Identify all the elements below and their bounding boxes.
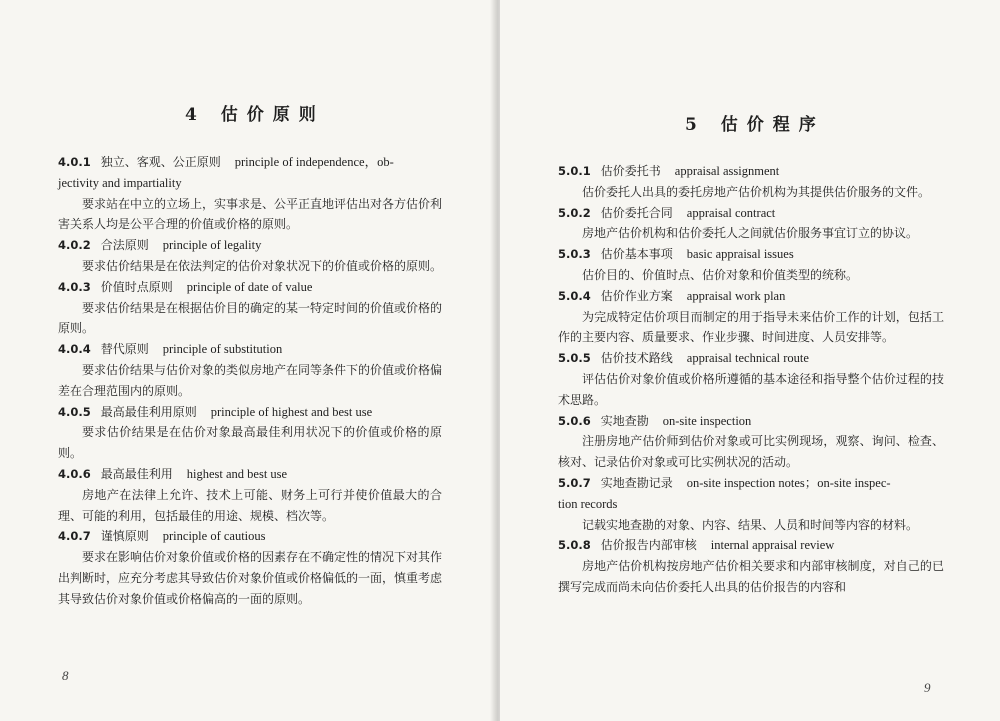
entry-definition: 要求估价结果是在估价对象最高最佳利用状况下的价值或价格的原则。 [58,425,442,461]
term-en: internal appraisal review [710,538,835,553]
term-zh: 合法原则 [100,238,149,253]
entry-heading [558,161,944,182]
term-en: principle of independence，ob- [234,155,394,169]
entry-definition: 要求估价结果是在依法判定的估价对象状况下的价值或价格的原则。 [82,258,443,273]
entry-number: 5.0.6 [558,413,591,428]
term-zh: 估价报告内部审核 [600,538,697,553]
entry-heading [58,152,442,173]
term-en: appraisal contract [686,205,776,220]
term-zh: 价值时点原则 [100,279,173,294]
right-page [500,0,1000,721]
term-zh: 估价委托书 [600,164,661,178]
entry-heading [558,348,944,369]
entry-heading [558,535,944,556]
entry-heading [58,402,442,423]
entry-heading [58,339,442,360]
entry-list [58,152,442,610]
term-en: on-site inspection notes；on-site inspec- [686,475,891,490]
term-en: principle of highest and best use [210,404,373,419]
term-zh: 估价基本事项 [600,247,673,262]
entry-definition: 估价委托人出具的委托房地产估价机构为其提供估价服务的文件。 [582,184,931,199]
term-en: appraisal technical route [686,351,809,366]
entry-definition: 要求站在中立的立场上，实事求是、公平正直地评估出对各方估价利害关系人均是公平合理的价值或价格的原则。 [58,196,443,232]
entry-definition: 记载实地查勘的对象、内容、结果、人员和时间等内容的材料。 [582,517,919,532]
entry-heading [558,473,944,494]
entry-definition: 房地产估价机构和估价委托人之间就估价服务事宜订立的协议。 [582,226,919,241]
chapter-title: 5 估价程序 [685,115,825,135]
term-en: principle of cautious [162,529,266,544]
term-zh: 谨慎原则 [100,529,149,544]
entry-number: 4.0.2 [58,238,91,253]
entry-heading [58,526,442,547]
page-number: 8 [62,668,69,683]
entry-number: 4.0.5 [58,404,91,419]
entry-heading [558,203,944,224]
entry-heading [558,286,944,307]
term-en: appraisal work plan [686,288,786,303]
entry-number: 4.0.7 [58,529,91,544]
entry-number: 4.0.4 [58,342,91,357]
term-zh: 实地查勘 [600,413,649,428]
chapter-title: 4 估价原则 [185,105,325,125]
term-en: principle of legality [162,238,262,253]
entry-heading [558,411,944,432]
entry-definition: 估价目的、价值时点、估价对象和价值类型的统称。 [582,267,859,282]
term-en: appraisal assignment [674,164,780,178]
entry-number: 5.0.3 [558,247,591,262]
entry-number: 5.0.2 [558,205,591,220]
entry-definition: 房地产在法律上允许、技术上可能、财务上可行并使价值最大的合理、可能的利用，包括最佳的用途、规模、档次等。 [58,487,442,523]
entry-definition: 为完成特定估价项目而制定的用于指导未来估价工作的计划，包括工作的主要内容、质量要求、作业步骤、时间进度、人员安排等。 [558,309,944,345]
entry-heading [58,235,442,256]
entry-number: 5.0.4 [558,288,591,303]
entry-heading [58,277,442,298]
entry-list [558,161,944,598]
term-zh: 替代原则 [100,342,149,357]
term-zh: 最高最佳利用 [100,466,173,481]
entry-number: 4.0.3 [58,279,91,294]
term-en: highest and best use [186,466,288,481]
term-en-continued: tion records [558,496,618,511]
term-en: on-site inspection [662,413,752,428]
entry-definition: 房地产估价机构按房地产估价相关要求和内部审核制度，对自己的已撰写完成而尚未向估价委托人出具的估价报告的内容和 [558,559,944,594]
entry-number: 5.0.7 [558,475,591,490]
term-zh: 估价委托合同 [600,205,673,220]
term-en: principle of substitution [162,342,283,357]
term-zh: 估价作业方案 [600,288,673,303]
term-zh: 实地查勘记录 [600,475,673,490]
term-zh: 独立、客观、公正原则 [100,155,221,169]
term-zh: 最高最佳利用原则 [100,404,197,419]
entry-heading [58,464,442,485]
term-en-continued: jectivity and impartiality [58,175,182,190]
entry-number: 5.0.5 [558,351,591,366]
entry-number: 4.0.1 [58,155,91,169]
entry-definition: 要求估价结果与估价对象的类似房地产在同等条件下的价值或价格偏差在合理范围内的原则。 [58,362,443,398]
term-zh: 估价技术路线 [600,351,673,366]
entry-definition: 要求在影响估价对象价值或价格的因素存在不确定性的情况下对其作出判断时，应充分考虑其导致估价对象价值或价格偏低的一面，慎重考虑其导致估价对象价值或价格偏高的一面的原则。 [58,550,443,606]
entry-definition: 要求估价结果是在根据估价目的确定的某一特定时间的价值或价格的原则。 [58,300,443,336]
entry-definition: 评估估价对象价值或价格所遵循的基本途径和指导整个估价过程的技术思路。 [558,371,944,407]
entry-heading [558,244,944,265]
entry-number: 5.0.1 [558,164,591,178]
entry-number: 5.0.8 [558,538,591,553]
left-page [0,0,494,721]
term-en: principle of date of value [186,279,313,294]
term-en: basic appraisal issues [686,247,794,262]
page-number: 9 [924,680,931,695]
entry-number: 4.0.6 [58,466,91,481]
entry-definition: 注册房地产估价师到估价对象或可比实例现场，观察、询问、检查、核对、记录估价对象或可比实例状况的活动。 [558,434,944,470]
